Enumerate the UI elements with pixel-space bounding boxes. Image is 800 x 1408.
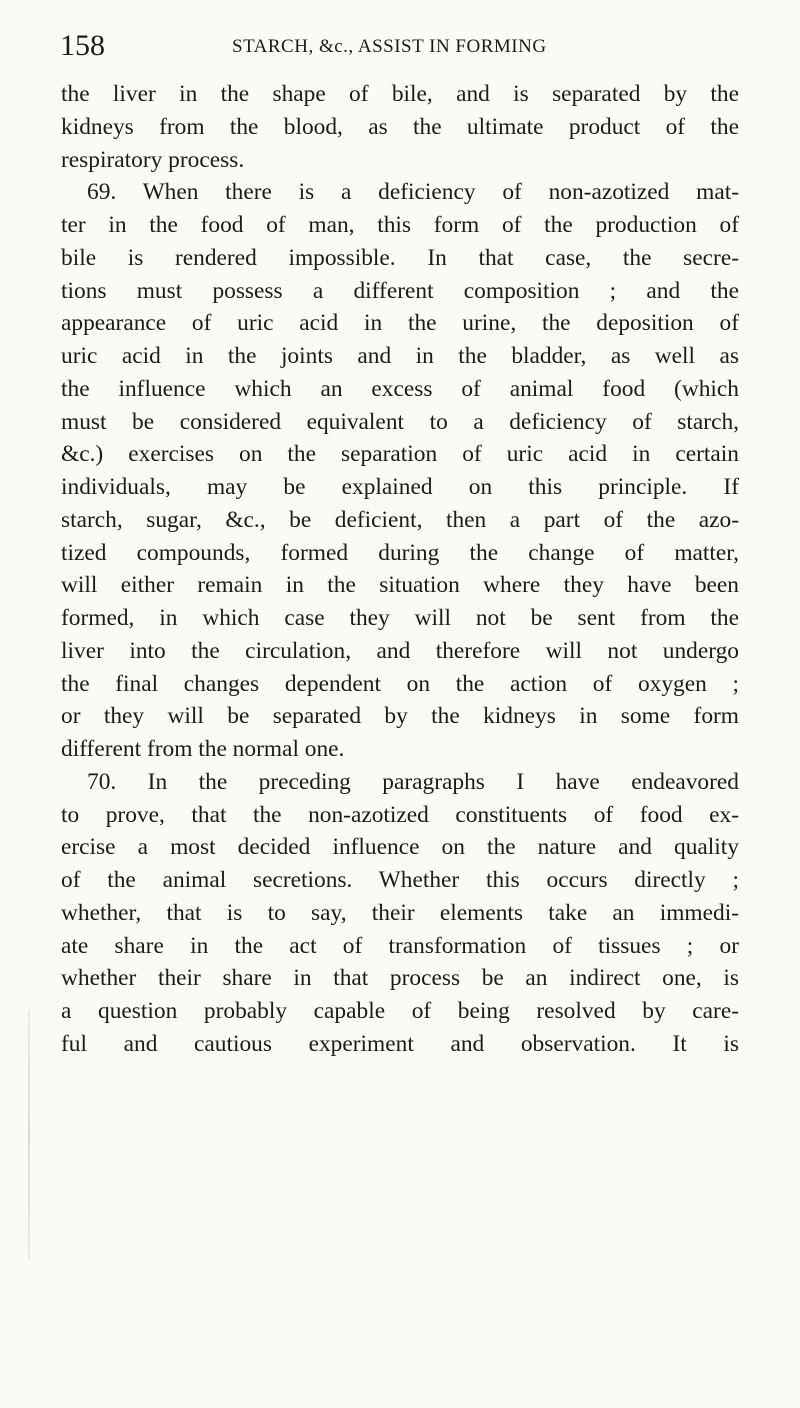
text-line: liver into the circulation, and therefore will not undergo — [61, 637, 739, 664]
body-text — [61, 78, 739, 1061]
text-line: the liver in the shape of bile, and is separated by the — [61, 81, 739, 107]
text-line: the influence which an excess of animal food (which — [61, 375, 739, 402]
text-line: formed, in which case they will not be sent from the — [61, 605, 739, 631]
page-number: 158 — [60, 29, 105, 62]
text-line: uric acid in the joints and in the bladder, as well as — [61, 343, 739, 369]
text-line: different from the normal one. — [61, 736, 345, 762]
text-line: will either remain in the situation where they have been — [61, 572, 739, 599]
text-line: a question probably capable of being resolved by care- — [61, 998, 739, 1024]
text-line: whether their share in that process be an indirect one, is — [61, 965, 739, 992]
text-line: to prove, that the non-azotized constituents of food ex- — [61, 801, 739, 828]
text-line: ate share in the act of transformation of tissues ; or — [61, 932, 739, 959]
text-line: &c.) exercises on the separation of uric acid in certain — [61, 441, 739, 468]
text-line: ercise a most decided influence on the nature and quality — [61, 834, 739, 861]
text-line: tions must possess a different composition ; and the — [61, 277, 739, 304]
paragraph-69-start: 69. When there is a deficiency of non-azotized mat- — [87, 179, 739, 206]
margin-shadow — [28, 1010, 30, 1260]
text-line: kidneys from the blood, as the ultimate product of the — [61, 113, 739, 140]
running-head: STARCH, &c., ASSIST IN FORMING — [232, 36, 547, 57]
text-line: must be considered equivalent to a deficiency of starch, — [61, 408, 739, 435]
page-header — [60, 28, 740, 64]
text-line: whether, that is to say, their elements take an immedi- — [61, 899, 739, 926]
text-line: or they will be separated by the kidneys in some form — [61, 703, 739, 730]
paragraph-70-start: 70. In the preceding paragraphs I have endeavored — [87, 768, 739, 795]
text-line: appearance of uric acid in the urine, the deposition of — [61, 310, 739, 337]
text-line: ful and cautious experiment and observation. It is — [61, 1030, 739, 1057]
text-line: ter in the food of man, this form of the production of — [61, 212, 739, 238]
text-line: respiratory process. — [61, 146, 245, 173]
text-line: bile is rendered impossible. In that case, the secre- — [61, 244, 739, 271]
text-line: individuals, may be explained on this principle. If — [61, 474, 739, 500]
text-line: the final changes dependent on the action of oxygen ; — [61, 670, 739, 697]
text-line: of the animal secretions. Whether this occurs directly ; — [61, 867, 739, 893]
text-line: starch, sugar, &c., be deficient, then a part of the azo- — [61, 506, 739, 533]
text-line: tized compounds, formed during the change of matter, — [61, 539, 739, 566]
